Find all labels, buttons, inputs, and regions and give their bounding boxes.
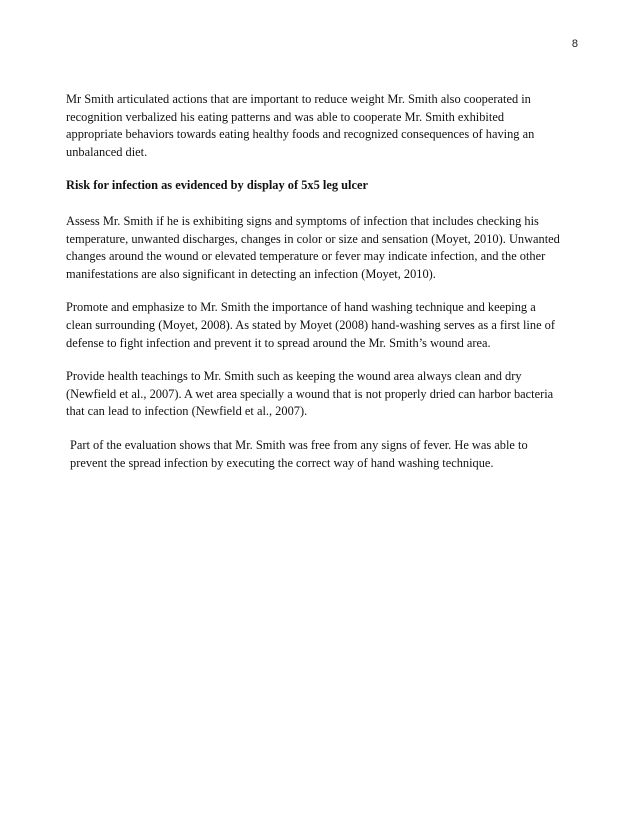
paragraph-diet-evaluation (66, 91, 576, 161)
section-heading: Risk for infection as evidenced by display of 5x5 leg ulcer (66, 178, 368, 193)
text-line: that can lead to infection (Newfield et al., 2007). (66, 404, 308, 419)
text-line: manifestations are also significant in detecting an infection (Moyet, 2010). (66, 266, 436, 281)
text-line: recognition verbalized his eating patterns and was able to cooperate Mr. Smith exhibited (66, 109, 505, 124)
text-line: defense to fight infection and prevent it to spread around the Mr. Smith’s wound area. (66, 335, 491, 350)
document-body (66, 91, 576, 488)
text-line: changes around the wound or elevated temperature or fever may indicate infection, and the other (66, 249, 546, 264)
text-line: Provide health teachings to Mr. Smith such as keeping the wound area always clean and dry (66, 369, 522, 384)
text-line: Part of the evaluation shows that Mr. Smith was free from any signs of fever. He was able to (70, 437, 528, 452)
text-line: clean surrounding (Moyet, 2008). As stated by Moyet (2008) hand-washing serves as a first line of (66, 317, 555, 332)
text-line: Promote and emphasize to Mr. Smith the importance of hand washing technique and keeping a (66, 300, 536, 315)
paragraph-hand-washing (66, 299, 576, 352)
text-line: temperature, unwanted discharges, changes in color or size and sensation (Moyet, 2010). Unwanted (66, 231, 560, 246)
text-line: unbalanced diet. (66, 144, 148, 159)
text-line: (Newfield et al., 2007). A wet area specially a wound that is not properly dried can harbor bacteria (66, 386, 554, 401)
text-line: prevent the spread infection by executing the correct way of hand washing technique. (70, 455, 494, 470)
paragraph-health-teaching (66, 368, 576, 421)
text-line: Mr Smith articulated actions that are important to reduce weight Mr. Smith also cooperated in (66, 92, 531, 106)
page-number: 8 (571, 38, 578, 50)
paragraph-evaluation (66, 437, 576, 472)
text-line: Assess Mr. Smith if he is exhibiting signs and symptoms of infection that includes checking his (66, 213, 539, 228)
paragraph-assess-infection (66, 213, 576, 283)
text-line: appropriate behaviors towards eating healthy foods and recognized consequences of having an (66, 127, 535, 142)
